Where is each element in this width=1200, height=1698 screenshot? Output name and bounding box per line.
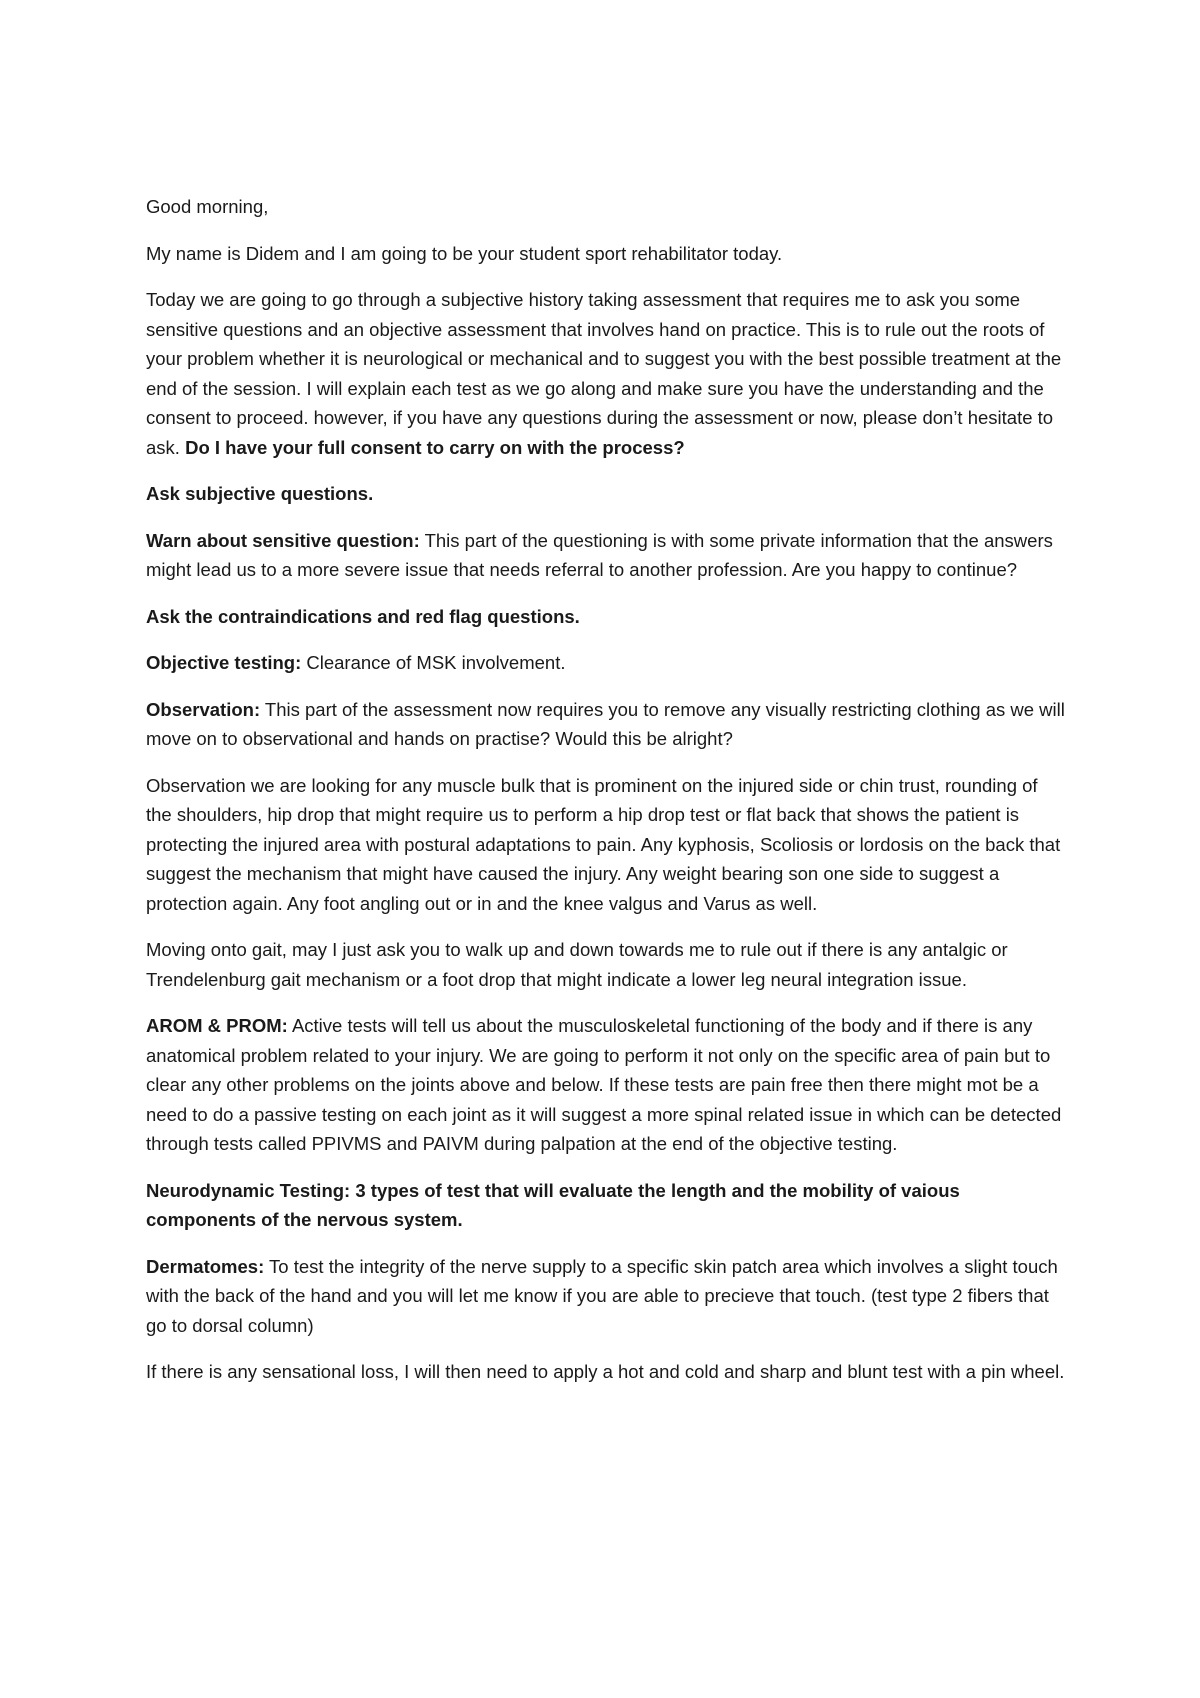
arom-prom-heading: AROM & PROM: bbox=[146, 1015, 288, 1036]
observation-heading: Observation: bbox=[146, 698, 261, 720]
objective-testing-text: Clearance of MSK involvement. bbox=[301, 652, 566, 673]
arom-prom-paragraph bbox=[146, 1011, 1066, 1159]
sensitive-warning-heading: Warn about sensitive question: bbox=[146, 529, 420, 551]
neurodynamic-heading: Neurodynamic Testing: bbox=[146, 1179, 351, 1201]
overview-text: Today we are going to go through a subjective history taking assessment that requires me to ask you some sensitive questions and an objective assessment that involves hand on practice. This is to rule out the roots of your problem whether it is neurological or mechanical and to suggest you with the best possible treatment at the end of the session. I will explain each test as we go along and make sure you have the understanding and the consent to proceed. however, if you have any questions during the assessment or now, please don’t hesitate to ask. bbox=[146, 289, 1062, 458]
sensational-loss-paragraph: If there is any sensational loss, I will then need to apply a hot and cold and sharp and blunt test with a pin wheel. bbox=[146, 1361, 1065, 1382]
ask-subjective-heading: Ask subjective questions. bbox=[146, 483, 374, 504]
document-page bbox=[146, 192, 1066, 1404]
ask-contraindications-paragraph bbox=[146, 602, 1066, 632]
consent-question: Do I have your full consent to carry on with the process? bbox=[185, 436, 685, 458]
dermatomes-paragraph bbox=[146, 1252, 1066, 1341]
intro-paragraph: My name is Didem and I am going to be your student sport rehabilitator today. bbox=[146, 242, 783, 264]
observation-text: This part of the assessment now requires you to remove any visually restricting clothing as we will move on to observational and hands on practise? Would this be alright? bbox=[146, 698, 1065, 749]
ask-subjective-paragraph bbox=[146, 479, 1066, 509]
objective-testing-heading: Objective testing: bbox=[146, 652, 302, 673]
overview-paragraph bbox=[146, 285, 1066, 462]
dermatomes-heading: Dermatomes: bbox=[146, 1255, 265, 1277]
ask-contraindications-heading: Ask the contraindications and red flag questions. bbox=[146, 605, 580, 627]
objective-testing-paragraph bbox=[146, 648, 1066, 678]
observation-details-paragraph: Observation we are looking for any muscle bulk that is prominent on the injured side or chin trust, rounding of the shoulders, hip drop that might require us to perform a hip drop test or flat back that shows the patient is protecting the injured area with postural adaptations to pain. Any kyphosis, Scoliosis or lordosis on the back that suggest the mechanism that might have caused the injury. Any weight bearing son one side to suggest a protection again. Any foot angling out or in and the knee valgus and Varus as well. bbox=[146, 774, 1061, 914]
observation-paragraph bbox=[146, 695, 1066, 754]
dermatomes-text: To test the integrity of the nerve supply to a specific skin patch area which involves a slight touch with the back of the hand and you will let me know if you are able to precieve that touch. (test type 2 fibers that go to dorsal column) bbox=[146, 1255, 1058, 1336]
arom-prom-text: Active tests will tell us about the musculoskeletal functioning of the body and if there is any anatomical problem related to your injury. We are going to perform it not only on the specific area of pain but to clear any other problems on the joints above and below. If these tests are pain free then there might mot be a need to do a passive testing on each joint as it will suggest a more spinal related issue in which can be detected through tests called PPIVMS and PAIVM during palpation at the end of the objective testing. bbox=[146, 1015, 1062, 1154]
sensitive-warning-text: This part of the questioning is with some private information that the answers might lead us to a more severe issue that needs referral to another profession. Are you happy to continue? bbox=[146, 529, 1053, 580]
neurodynamic-text: 3 types of test that will evaluate the length and the mobility of vaious components of the nervous system. bbox=[146, 1179, 960, 1230]
greeting-paragraph: Good morning, bbox=[146, 196, 269, 217]
neurodynamic-paragraph bbox=[146, 1176, 1066, 1235]
sensitive-warning-paragraph bbox=[146, 526, 1066, 585]
gait-paragraph: Moving onto gait, may I just ask you to walk up and down towards me to rule out if there is any antalgic or Trendelenburg gait mechanism or a foot drop that might indicate a lower leg neural integration issue. bbox=[146, 939, 1008, 990]
